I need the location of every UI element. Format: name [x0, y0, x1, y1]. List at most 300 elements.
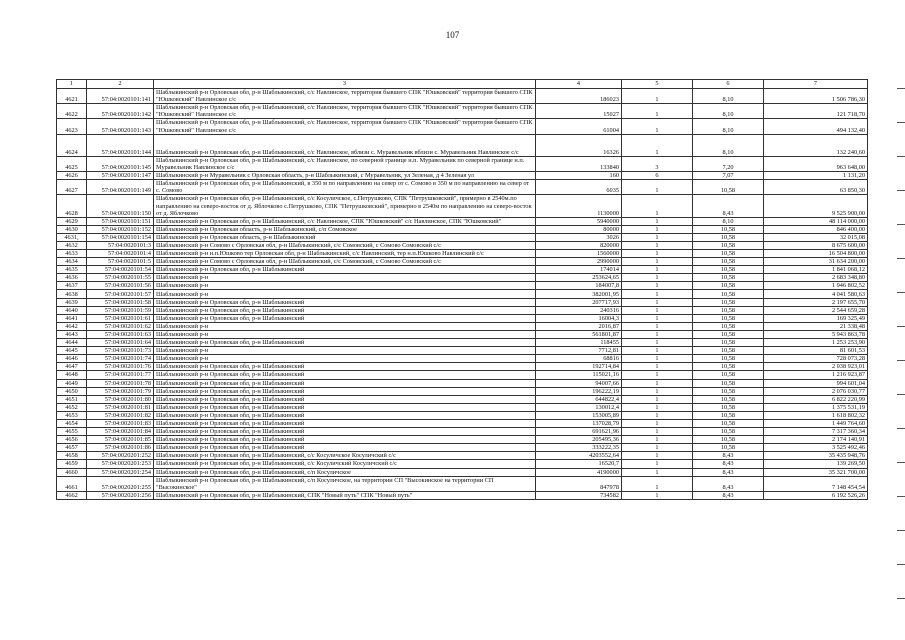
count-cell: 1 [622, 395, 693, 403]
rate-cell: 10,58 [693, 322, 764, 330]
margin-tick [897, 428, 905, 429]
description-cell: Шаблыкинский р-н Орловская область, р-н Шаблыкинский, с/п Сомовское [154, 225, 536, 233]
area-cell: 184007,8 [536, 282, 622, 290]
table-row [57, 444, 868, 452]
count-cell: 1 [622, 290, 693, 298]
value-cell: 121 718,70 [764, 104, 868, 119]
description-cell: Шаблыкинский р-н Орловская обл, р-н Шаблыкинский [154, 298, 536, 306]
rate-cell: 10,58 [693, 180, 764, 195]
cadastral-number-cell: 57:04:0020101:143 [87, 119, 154, 134]
area-cell: 16004,3 [536, 314, 622, 322]
rate-cell: 10,58 [693, 379, 764, 387]
rate-cell: 10,58 [693, 436, 764, 444]
description-cell: Шаблыкинский р-н Орловская обл, р-н Шаблыкинский, с/с Навлинское, СПК "Юшковский" с/с Навлинское, СПК "Юшковский" [154, 217, 536, 225]
area-cell: 186023 [536, 89, 622, 104]
table-row [57, 419, 868, 427]
cadastral-number-cell: 57:04:0020201:254 [87, 468, 154, 476]
row-number-cell: 4624 [57, 134, 87, 156]
row-number-cell: 4640 [57, 306, 87, 314]
area-cell: 7712,81 [536, 347, 622, 355]
rate-cell: 10,58 [693, 250, 764, 258]
margin-tick [897, 190, 905, 191]
row-number-cell: 4649 [57, 379, 87, 387]
rate-cell: 10,58 [693, 233, 764, 241]
cadastral-number-cell: 57:04:0020101:59 [87, 306, 154, 314]
property-register-table [56, 79, 868, 500]
row-number-cell: 4655 [57, 428, 87, 436]
value-cell: 728 073,28 [764, 355, 868, 363]
description-cell: Шаблыкинский р-н Орловская обл, р-н Шаблыкинский [154, 339, 536, 347]
cadastral-number-cell: 57:04:0020101:81 [87, 403, 154, 411]
description-cell: Шаблыкинский р-н Орловская область, р-н Шаблыкинский [154, 233, 536, 241]
count-cell: 1 [622, 250, 693, 258]
table-row [57, 274, 868, 282]
rate-cell: 10,58 [693, 241, 764, 249]
cadastral-number-cell: 57:04:0020101:79 [87, 387, 154, 395]
row-number-cell: 4650 [57, 387, 87, 395]
count-cell: 1 [622, 241, 693, 249]
area-cell: 61004 [536, 119, 622, 134]
count-cell: 1 [622, 419, 693, 427]
area-cell: 333222,35 [536, 444, 622, 452]
cadastral-number-cell: 57:04:0020101:147 [87, 172, 154, 180]
value-cell: 994 601,04 [764, 379, 868, 387]
row-number-cell: 4659 [57, 460, 87, 468]
description-cell: Шаблыкинский р-н [154, 290, 536, 298]
table-row [57, 428, 868, 436]
margin-tick [897, 564, 905, 565]
rate-cell: 8,43 [693, 460, 764, 468]
value-cell: 7 317 360,34 [764, 428, 868, 436]
description-cell: Шаблыкинский р-н Орловская обл, р-н Шаблыкинский [154, 387, 536, 395]
rate-cell: 10,58 [693, 371, 764, 379]
description-cell: Шаблыкинский р-н Орловская обл, р-н Шаблыкинский, с/с Косуличское Косуличский с/с [154, 452, 536, 460]
area-cell: 16326 [536, 134, 622, 156]
value-cell: 48 114 000,00 [764, 217, 868, 225]
row-number-cell: 4646 [57, 355, 87, 363]
table-header-row [57, 80, 868, 89]
description-cell: Шаблыкинский р-н Орловская обл, р-н Шаблыкинский [154, 444, 536, 452]
area-cell: 240316 [536, 306, 622, 314]
count-cell: 1 [622, 460, 693, 468]
row-number-cell: 4632 [57, 241, 87, 249]
row-number-cell: 4621 [57, 89, 87, 104]
cadastral-number-cell: 57:04:0020101:74 [87, 355, 154, 363]
rate-cell: 10,58 [693, 419, 764, 427]
rate-cell: 8,43 [693, 468, 764, 476]
value-cell: 1 506 786,30 [764, 89, 868, 104]
count-cell: 1 [622, 371, 693, 379]
value-cell: 1 253 253,90 [764, 339, 868, 347]
rate-cell: 10,58 [693, 444, 764, 452]
area-cell: 115021,16 [536, 371, 622, 379]
cadastral-number-cell: 57:04:0020101:150 [87, 195, 154, 217]
table-row [57, 460, 868, 468]
value-cell: 2 038 923,01 [764, 363, 868, 371]
table-row [57, 172, 868, 180]
area-cell: 253624,65 [536, 274, 622, 282]
count-cell: 1 [622, 195, 693, 217]
count-cell: 1 [622, 266, 693, 274]
rate-cell: 10,58 [693, 306, 764, 314]
margin-tick [897, 394, 905, 395]
row-number-cell: 4622 [57, 104, 87, 119]
row-number-cell: 4625 [57, 156, 87, 171]
rate-cell: 10,58 [693, 258, 764, 266]
count-cell: 6 [622, 172, 693, 180]
area-cell: 118455 [536, 339, 622, 347]
table-row [57, 411, 868, 419]
table-row [57, 379, 868, 387]
description-cell: Шаблыкинский р-н Орловская обл, р-н Шаблыкинский, с/с Навлинское, территория бывшего СПК "Юшковский" территория бывшего СПК "Юшковский" Навлинское с/с [154, 119, 536, 134]
description-cell: Шаблыкинский р-н Орловская обл, р-н Шаблыкинский, с/с Навлинское, территория бывшего СПК "Юшковский" территория бывшего СПК "Юшковский" Навлинское с/с [154, 104, 536, 119]
rate-cell: 10,58 [693, 347, 764, 355]
description-cell: Шаблыкинский р-н Орловская обл, р-н Шаблыкинский, с/с Навлинское, территория бывшего СПК "Юшковский" территория бывшего СПК "Юшковский" Навлинское с/с [154, 89, 536, 104]
cadastral-number-cell: 57:04:0020101:4 [87, 250, 154, 258]
table-row [57, 347, 868, 355]
count-cell: 1 [622, 233, 693, 241]
row-number-cell: 4627 [57, 180, 87, 195]
rate-cell: 8,10 [693, 104, 764, 119]
count-cell: 1 [622, 403, 693, 411]
value-cell: 81 601,53 [764, 347, 868, 355]
cadastral-number-cell: 57:04:0020101:151 [87, 217, 154, 225]
area-cell: 6035 [536, 180, 622, 195]
page-number: 107 [445, 30, 460, 40]
value-cell: 8 675 600,00 [764, 241, 868, 249]
table-row [57, 436, 868, 444]
count-cell: 1 [622, 468, 693, 476]
table-row [57, 298, 868, 306]
cadastral-number-cell: 57:04:0020101:57 [87, 290, 154, 298]
cadastral-number-cell: 57:04:0020101:144 [87, 134, 154, 156]
description-cell: Шаблыкинский р-н Орловская обл, р-н Шаблыкинский [154, 395, 536, 403]
row-number-cell: 4658 [57, 452, 87, 460]
rate-cell: 10,58 [693, 403, 764, 411]
rate-cell: 10,58 [693, 428, 764, 436]
table-row [57, 233, 868, 241]
rate-cell: 10,58 [693, 387, 764, 395]
area-cell: 847978 [536, 476, 622, 491]
area-cell: 15027 [536, 104, 622, 119]
count-cell: 1 [622, 347, 693, 355]
cadastral-number-cell: 57:04:0020201:253 [87, 460, 154, 468]
margin-tick [897, 292, 905, 293]
cadastral-number-cell: 57:04:0020101:142 [87, 104, 154, 119]
header-col-4: 4 [536, 80, 622, 89]
area-cell: 4190000 [536, 468, 622, 476]
table-row [57, 250, 868, 258]
margin-tick [897, 156, 905, 157]
value-cell: 169 325,49 [764, 314, 868, 322]
table-row [57, 134, 868, 156]
row-number-cell: 4661 [57, 476, 87, 491]
table-row [57, 282, 868, 290]
count-cell: 1 [622, 476, 693, 491]
value-cell: 132 240,60 [764, 134, 868, 156]
count-cell: 1 [622, 119, 693, 134]
count-cell: 1 [622, 225, 693, 233]
value-cell: 5 943 863,78 [764, 330, 868, 338]
cadastral-number-cell: 57:04:0020101:82 [87, 411, 154, 419]
cadastral-number-cell: 57:04:0020101:77 [87, 371, 154, 379]
table-row [57, 89, 868, 104]
header-col-5: 5 [622, 80, 693, 89]
count-cell: 1 [622, 411, 693, 419]
value-cell: 1 131,20 [764, 172, 868, 180]
table-row [57, 241, 868, 249]
area-cell: 3026 [536, 233, 622, 241]
description-cell: Шаблыкинский р-н Орловская обл, р-н Шаблыкинский, с/с Косуличский Косуличский с/с [154, 460, 536, 468]
area-cell: 2990000 [536, 258, 622, 266]
table-row [57, 322, 868, 330]
count-cell: 1 [622, 436, 693, 444]
value-cell: 1 618 802,32 [764, 411, 868, 419]
area-cell: 94007,66 [536, 379, 622, 387]
area-cell: 2016,87 [536, 322, 622, 330]
value-cell: 4 041 580,63 [764, 290, 868, 298]
row-number-cell: 4636 [57, 274, 87, 282]
area-cell: 130012,4 [536, 403, 622, 411]
description-cell: Шаблыкинский р-н Сомово с Орловская обл, р-н Шаблыкинский, с/с Сомовский, с Сомово Сомовский с/с [154, 258, 536, 266]
cadastral-number-cell: 57:04:0020101:64 [87, 339, 154, 347]
header-col-3: 3 [154, 80, 536, 89]
row-number-cell: 4657 [57, 444, 87, 452]
table-row [57, 395, 868, 403]
cadastral-number-cell: 57:04:0020101:80 [87, 395, 154, 403]
rate-cell: 10,58 [693, 330, 764, 338]
row-number-cell: 4630 [57, 225, 87, 233]
count-cell: 1 [622, 134, 693, 156]
value-cell: 1 375 531,19 [764, 403, 868, 411]
rate-cell: 7,20 [693, 156, 764, 171]
area-cell: 160 [536, 172, 622, 180]
value-cell: 16 504 800,00 [764, 250, 868, 258]
row-number-cell: 4645 [57, 347, 87, 355]
area-cell: 561801,87 [536, 330, 622, 338]
row-number-cell: 4628 [57, 195, 87, 217]
right-margin-marks [895, 0, 905, 640]
table-row [57, 314, 868, 322]
value-cell: 1 216 923,87 [764, 371, 868, 379]
rate-cell: 10,58 [693, 411, 764, 419]
description-cell: Шаблыкинский р-н Орловская обл, р-н Шаблыкинский, с/п Косуличское [154, 468, 536, 476]
cadastral-number-cell: 57:04:0020101:73 [87, 347, 154, 355]
row-number-cell: 4631, [57, 233, 87, 241]
description-cell: Шаблыкинский р-н Муравельник с Орловская область, р-н Шаблыкинский, с Муравельник, ул Зеленая, д 4 Зеленая ул [154, 172, 536, 180]
count-cell: 1 [622, 491, 693, 499]
count-cell: 1 [622, 452, 693, 460]
description-cell: Шаблыкинский р-н Орловская обл, р-н Шаблыкинский, в 350 м по направлению на север от с. Сомово в 350 м по направлению на север от с. Сомово [154, 180, 536, 195]
value-cell: 31 634 200,00 [764, 258, 868, 266]
value-cell: 2 174 140,91 [764, 436, 868, 444]
rate-cell: 7,07 [693, 172, 764, 180]
area-cell: 192714,84 [536, 363, 622, 371]
value-cell: 1 841 068,12 [764, 266, 868, 274]
table-row [57, 290, 868, 298]
rate-cell: 8,43 [693, 195, 764, 217]
cadastral-number-cell: 57:04:0020101:149 [87, 180, 154, 195]
area-cell: 1130000 [536, 195, 622, 217]
area-cell: 174014 [536, 266, 622, 274]
row-number-cell: 4662 [57, 491, 87, 499]
row-number-cell: 4626 [57, 172, 87, 180]
cadastral-number-cell: 57:04:0020101:5 [87, 258, 154, 266]
table-row [57, 306, 868, 314]
area-cell: 207717,93 [536, 298, 622, 306]
count-cell: 1 [622, 180, 693, 195]
count-cell: 1 [622, 387, 693, 395]
description-cell: Шаблыкинский р-н Орловская обл, р-н Шаблыкинский [154, 266, 536, 274]
count-cell: 1 [622, 355, 693, 363]
area-cell: 691621,96 [536, 428, 622, 436]
cadastral-number-cell: 57:04:0020201:255 [87, 476, 154, 491]
description-cell: Шаблыкинский р-н Сомово с Орловская обл, р-н Шаблыкинский, с/с Сомовский, с Сомово Сомовский с/с [154, 241, 536, 249]
value-cell: 63 850,30 [764, 180, 868, 195]
rate-cell: 8,10 [693, 217, 764, 225]
cadastral-number-cell: 57:04:0020101:63 [87, 330, 154, 338]
rate-cell: 10,58 [693, 339, 764, 347]
value-cell: 6 192 526,26 [764, 491, 868, 499]
description-cell: Шаблыкинский р-н Орловская обл, р-н Шаблыкинский [154, 363, 536, 371]
cadastral-number-cell: 57:04:0020101:141 [87, 89, 154, 104]
cadastral-number-cell: 57:04:0020101:76 [87, 363, 154, 371]
area-cell: 4203552,64 [536, 452, 622, 460]
area-cell: 734582 [536, 491, 622, 499]
table-row [57, 180, 868, 195]
value-cell: 2 683 348,80 [764, 274, 868, 282]
header-col-6: 6 [693, 80, 764, 89]
margin-tick [897, 88, 905, 89]
description-cell: Шаблыкинский р-н [154, 347, 536, 355]
description-cell: Шаблыкинский р-н [154, 274, 536, 282]
cadastral-number-cell: 57:04:0020101:61 [87, 314, 154, 322]
row-number-cell: 4634 [57, 258, 87, 266]
description-cell: Шаблыкинский р-н Орловская обл, р-н Шаблыкинский [154, 428, 536, 436]
value-cell: 963 648,00 [764, 156, 868, 171]
description-cell: Шаблыкинский р-н Орловская обл, р-н Шаблыкинский [154, 403, 536, 411]
table-row [57, 119, 868, 134]
value-cell: 2 076 030,77 [764, 387, 868, 395]
margin-tick [897, 258, 905, 259]
row-number-cell: 4648 [57, 371, 87, 379]
row-number-cell: 4660 [57, 468, 87, 476]
row-number-cell: 4651 [57, 395, 87, 403]
row-number-cell: 4652 [57, 403, 87, 411]
value-cell: 1 946 802,52 [764, 282, 868, 290]
row-number-cell: 4638 [57, 290, 87, 298]
row-number-cell: 4653 [57, 411, 87, 419]
value-cell: 21 338,48 [764, 322, 868, 330]
count-cell: 1 [622, 306, 693, 314]
value-cell: 32 015,08 [764, 233, 868, 241]
margin-tick [897, 122, 905, 123]
value-cell: 7 148 454,54 [764, 476, 868, 491]
row-number-cell: 4637 [57, 282, 87, 290]
margin-tick [897, 224, 905, 225]
rate-cell: 8,10 [693, 134, 764, 156]
cadastral-number-cell: 57:04:0020101:78 [87, 379, 154, 387]
table-row [57, 195, 868, 217]
row-number-cell: 4633 [57, 250, 87, 258]
count-cell: 1 [622, 217, 693, 225]
cadastral-number-cell: 57:04:0020101:58 [87, 298, 154, 306]
count-cell: 1 [622, 363, 693, 371]
description-cell: Шаблыкинский р-н Орловская обл, р-н Шаблыкинский, с/с Косуличское, с.Петрушково, СПК "Петрушковский", примерно в 2540м.по направлению на северо-восток от д. Яблочково с.Петрушково, СПК "Петрушковский", примерно в 2540м по направлению на северо-восток от д. Яблочково [154, 195, 536, 217]
area-cell: 153005,89 [536, 411, 622, 419]
row-number-cell: 4623 [57, 119, 87, 134]
area-cell: 68816 [536, 355, 622, 363]
description-cell: Шаблыкинский р-н Орловская обл, р-н Шаблыкинский, с/с Навлинское, вблизи с. Муравельник вблизи с. Муравельник Навлинское с/с [154, 134, 536, 156]
description-cell: Шаблыкинский р-н Орловская обл, р-н Шаблыкинский, с/с Навлинское, по северной границе н.п. Муравельник по северной границе н.п. Муравельник Навлинское с/с [154, 156, 536, 171]
row-number-cell: 4654 [57, 419, 87, 427]
table-row [57, 371, 868, 379]
cadastral-number-cell: 57:04:0020101:62 [87, 322, 154, 330]
margin-tick [897, 496, 905, 497]
area-cell: 820000 [536, 241, 622, 249]
cadastral-number-cell: 57:04:0020101:3 [87, 241, 154, 249]
margin-tick [897, 598, 905, 599]
margin-tick [897, 360, 905, 361]
cadastral-number-cell: 57:04:0020101:154 [87, 233, 154, 241]
cadastral-number-cell: 57:04:0020101:85 [87, 436, 154, 444]
table-row [57, 491, 868, 499]
header-col-7: 7 [764, 80, 868, 89]
rate-cell: 8,43 [693, 452, 764, 460]
area-cell: 16520,7 [536, 460, 622, 468]
area-cell: 80000 [536, 225, 622, 233]
cadastral-number-cell: 57:04:0020101:84 [87, 428, 154, 436]
margin-tick [897, 462, 905, 463]
cadastral-number-cell: 57:04:0020101:55 [87, 274, 154, 282]
table-row [57, 339, 868, 347]
area-cell: 382001,95 [536, 290, 622, 298]
cadastral-number-cell: 57:04:0020101:54 [87, 266, 154, 274]
rate-cell: 10,58 [693, 298, 764, 306]
cadastral-number-cell: 57:04:0020101:145 [87, 156, 154, 171]
table-row [57, 225, 868, 233]
row-number-cell: 4629 [57, 217, 87, 225]
rate-cell: 10,58 [693, 266, 764, 274]
count-cell: 3 [622, 156, 693, 171]
description-cell: Шаблыкинский р-н Орловская обл, р-н Шаблыкинский [154, 306, 536, 314]
cadastral-number-cell: 57:04:0020201:256 [87, 491, 154, 499]
count-cell: 1 [622, 104, 693, 119]
count-cell: 1 [622, 322, 693, 330]
area-cell: 196222,19 [536, 387, 622, 395]
row-number-cell: 4641 [57, 314, 87, 322]
rate-cell: 10,58 [693, 355, 764, 363]
value-cell: 35 435 948,76 [764, 452, 868, 460]
count-cell: 1 [622, 314, 693, 322]
description-cell: Шаблыкинский р-н Орловская обл, р-н Шаблыкинский [154, 419, 536, 427]
value-cell: 9 525 900,00 [764, 195, 868, 217]
value-cell: 6 822 220,99 [764, 395, 868, 403]
rate-cell: 10,58 [693, 290, 764, 298]
count-cell: 1 [622, 428, 693, 436]
cadastral-number-cell: 57:04:0020101:86 [87, 444, 154, 452]
cadastral-number-cell: 57:04:0020101:56 [87, 282, 154, 290]
count-cell: 1 [622, 274, 693, 282]
table-row [57, 156, 868, 171]
value-cell: 2 197 655,70 [764, 298, 868, 306]
description-cell: Шаблыкинский р-н н.п.Юшково тер Орловская обл, р-н Шаблыкинский, с/с Навлинский, тер н.п.Юшково Навлинский с/с [154, 250, 536, 258]
rate-cell: 8,43 [693, 476, 764, 491]
count-cell: 1 [622, 298, 693, 306]
table-row [57, 452, 868, 460]
row-number-cell: 4647 [57, 363, 87, 371]
rate-cell: 8,43 [693, 491, 764, 499]
